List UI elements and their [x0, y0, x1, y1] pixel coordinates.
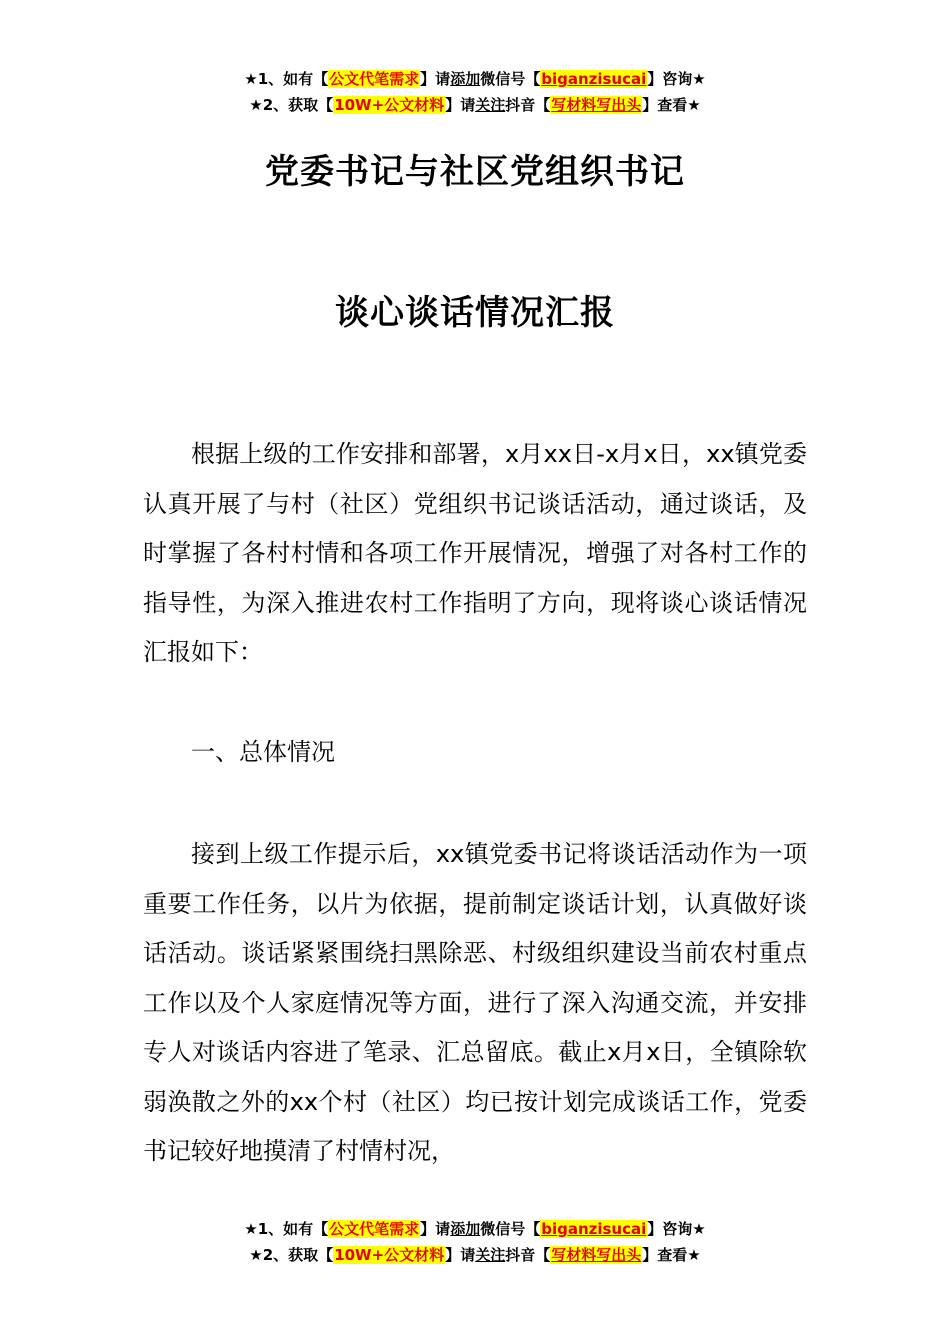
banner-wechat-id: biganzisucai — [541, 70, 647, 88]
body-paragraph-2: 接到上级工作提示后，xx镇党委书记将谈话活动作为一项重要工作任务，以片为依据，提前制定谈话计划，认真做好谈话活动。谈话紧紧围绕扫黑除恶、村级组织建设当前农村重点工作以及个人家庭情况等方面，进行了深入沟通交流，并安排专人对谈话内容进了笔录、汇总留底。截止x月x日，全镇除软弱涣散之外的xx个村（社区）均已按计划完成谈话工作，党委书记较好地摸清了村情村况， — [143, 840, 807, 1165]
banner-text: 】请 — [445, 96, 476, 114]
header-banner — [0, 66, 950, 118]
banner-text: 抖音【 — [505, 96, 551, 114]
banner-text: ★1、如有【 — [244, 70, 329, 88]
banner-highlight: 10W+公文材料 — [334, 1246, 445, 1264]
banner-wechat-id: biganzisucai — [541, 1220, 647, 1238]
banner-text: 】查看★ — [642, 96, 701, 114]
section-heading-1: 一、总体情况 — [191, 738, 335, 766]
banner-text: 】咨询★ — [647, 1220, 706, 1238]
banner-underline-text: 关注 — [475, 96, 506, 114]
banner-text: 微信号【 — [480, 1220, 541, 1238]
banner-douyin-id: 写材料写出头 — [551, 1246, 642, 1264]
document-title-line-1: 党委书记与社区党组织书记 — [265, 152, 685, 192]
banner-text: 】请 — [420, 70, 451, 88]
banner-underline-text: 关注 — [475, 1246, 506, 1264]
banner-highlight: 10W+公文材料 — [334, 96, 445, 114]
document-title-line-2: 谈心谈话情况汇报 — [335, 293, 615, 333]
banner-text: 】咨询★ — [647, 70, 706, 88]
banner-line-1 — [0, 66, 950, 92]
footer-banner — [0, 1216, 950, 1268]
banner-line-2 — [0, 92, 950, 118]
banner-line-1 — [0, 1216, 950, 1242]
banner-underline-text: 添加 — [450, 70, 481, 88]
banner-text: 微信号【 — [480, 70, 541, 88]
banner-text: ★2、获取【 — [249, 1246, 334, 1264]
banner-text: 】查看★ — [642, 1246, 701, 1264]
banner-douyin-id: 写材料写出头 — [551, 96, 642, 114]
banner-text: 】请 — [445, 1246, 476, 1264]
banner-highlight: 公文代笔需求 — [329, 70, 420, 88]
banner-highlight: 公文代笔需求 — [329, 1220, 420, 1238]
body-paragraph-1: 根据上级的工作安排和部署，x月xx日-x月x日，xx镇党委认真开展了与村（社区）党组织书记谈话活动，通过谈话，及时掌握了各村村情和各项工作开展情况，增强了对各村工作的指导性，为深入推进农村工作指明了方向，现将谈心谈话情况汇报如下： — [143, 440, 807, 666]
banner-underline-text: 添加 — [450, 1220, 481, 1238]
banner-line-2 — [0, 1242, 950, 1268]
banner-text: ★2、获取【 — [249, 96, 334, 114]
banner-text: ★1、如有【 — [244, 1220, 329, 1238]
banner-text: 抖音【 — [505, 1246, 551, 1264]
banner-text: 】请 — [420, 1220, 451, 1238]
